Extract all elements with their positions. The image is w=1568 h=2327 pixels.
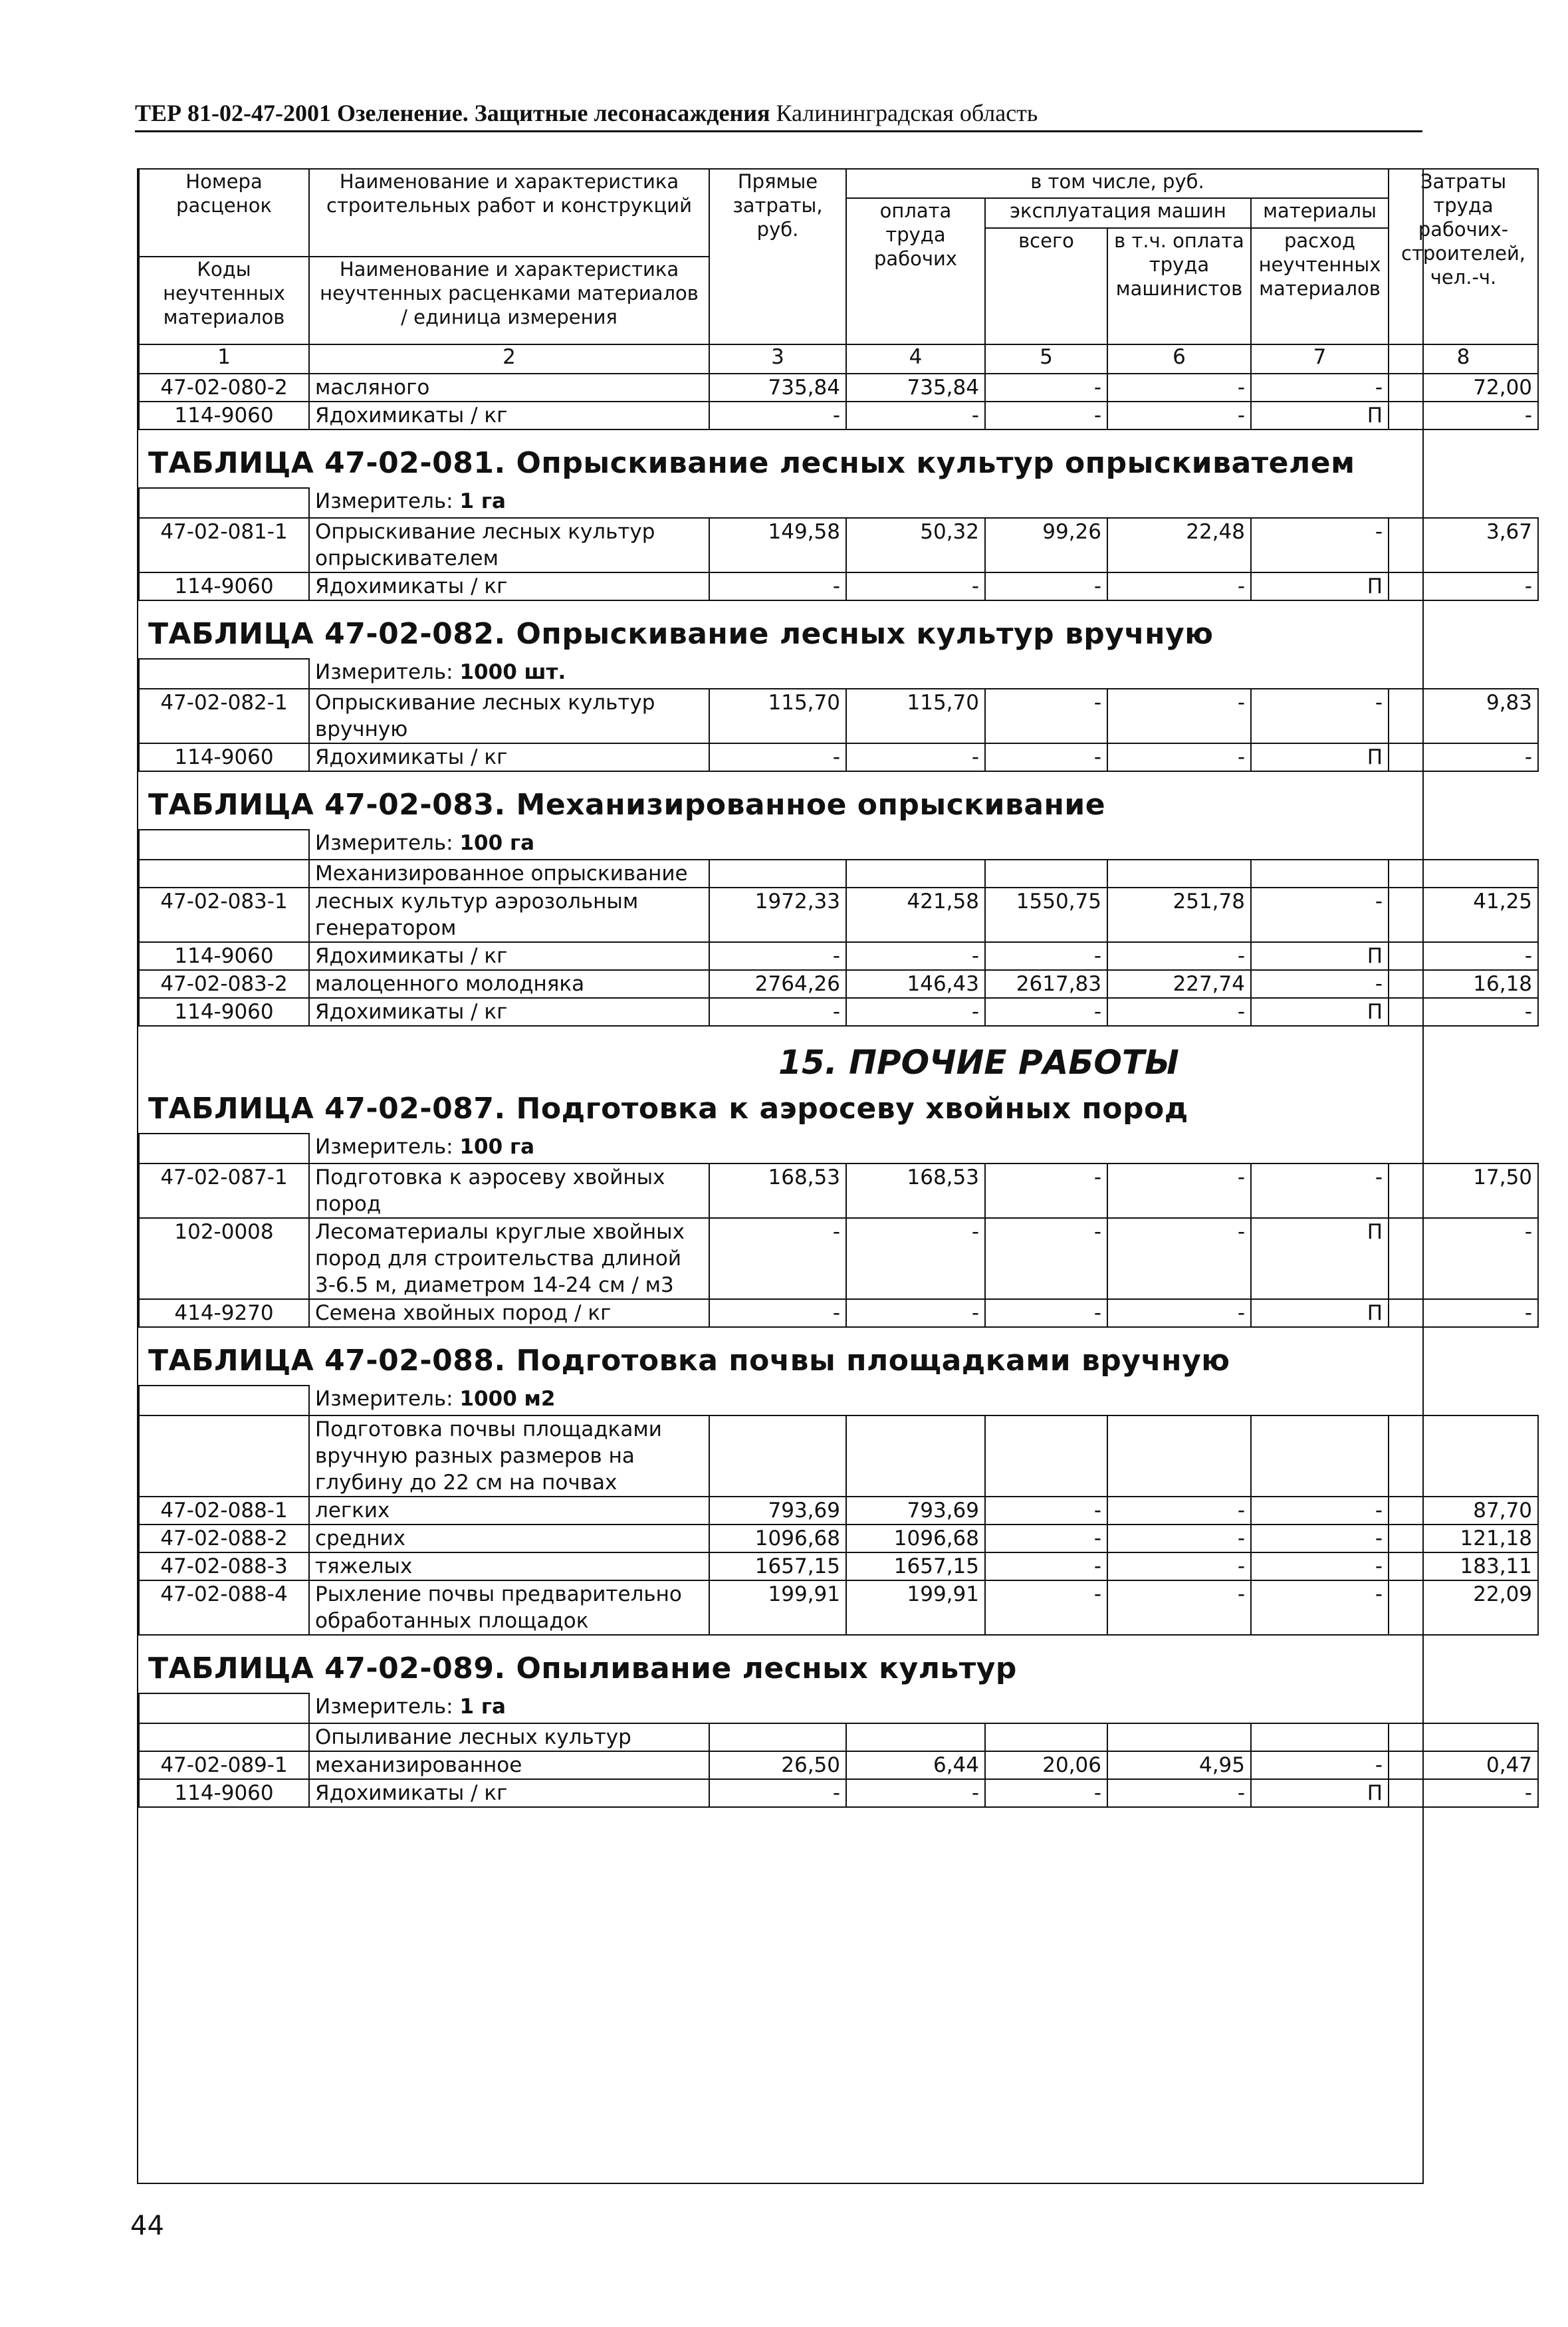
- machinist-wage: -: [1107, 1497, 1251, 1525]
- table-title: ТАБЛИЦА 47-02-088. Подготовка почвы площадками вручную: [139, 1327, 1538, 1386]
- labor-costs: -: [1389, 1779, 1538, 1807]
- direct-costs: 149,58: [709, 518, 846, 572]
- wage: -: [846, 572, 985, 600]
- work-name: масляного: [309, 374, 709, 402]
- page-number: 44: [130, 2211, 164, 2241]
- rate-sheet: [137, 168, 1533, 2184]
- column-number-row: [139, 344, 1538, 374]
- labor-costs: 16,18: [1389, 970, 1538, 998]
- wage: 1096,68: [846, 1525, 985, 1552]
- machines-total: -: [985, 942, 1107, 970]
- col-number: 3: [709, 344, 846, 374]
- rate-code: 47-02-083-1: [139, 888, 309, 942]
- machines-total: -: [985, 402, 1107, 429]
- group-name: Опыливание лесных культур: [309, 1723, 709, 1751]
- direct-costs: -: [709, 1299, 846, 1327]
- rate-code: 114-9060: [139, 743, 309, 771]
- section-title: 15. ПРОЧИЕ РАБОТЫ: [139, 1026, 1538, 1089]
- materials-consumption: -: [1251, 518, 1389, 572]
- table-row: [139, 572, 1538, 600]
- direct-costs: 199,91: [709, 1580, 846, 1635]
- rate-code: 102-0008: [139, 1218, 309, 1299]
- wage: -: [846, 998, 985, 1026]
- machinist-wage: -: [1107, 689, 1251, 743]
- rate-code: 114-9060: [139, 1779, 309, 1807]
- wage: -: [846, 743, 985, 771]
- rate-code: 414-9270: [139, 1299, 309, 1327]
- measure: [309, 1693, 1538, 1723]
- machines-total: -: [985, 1299, 1107, 1327]
- machinist-wage: 227,74: [1107, 970, 1251, 998]
- direct-costs: -: [709, 998, 846, 1026]
- machines-total: -: [985, 743, 1107, 771]
- group-row: [139, 860, 1538, 888]
- machinist-wage: -: [1107, 402, 1251, 429]
- col-number: 2: [309, 344, 709, 374]
- group-row: [139, 1723, 1538, 1751]
- rows-47-02-082: [139, 689, 1538, 771]
- materials-consumption: -: [1251, 970, 1389, 998]
- section-15: [139, 1026, 1538, 1089]
- machines-total: 2617,83: [985, 970, 1107, 998]
- table-row: [139, 1580, 1538, 1635]
- head-name-materials: Наименование и характеристика неучтенных расценками материалов / единица измерения: [309, 257, 709, 344]
- work-name: Лесоматериалы круглые хвойных пород для строительства длиной 3-6.5 м, диаметром 14-24 см / м3: [309, 1218, 709, 1299]
- work-name: Подготовка к аэросеву хвойных пород: [309, 1164, 709, 1218]
- measure-label: Измеритель:: [315, 831, 453, 855]
- head-materials: материалы: [1251, 198, 1389, 228]
- direct-costs: -: [709, 402, 846, 429]
- head-wage: оплата труда рабочих: [846, 198, 985, 344]
- wage: -: [846, 1218, 985, 1299]
- col-number: 4: [846, 344, 985, 374]
- table-row: [139, 1779, 1538, 1807]
- measure-value: 1 га: [459, 489, 506, 513]
- table-title: ТАБЛИЦА 47-02-082. Опрыскивание лесных культур вручную: [139, 600, 1538, 659]
- col-number: 7: [1251, 344, 1389, 374]
- rows-47-02-083: [139, 888, 1538, 1026]
- measure: [309, 659, 1538, 689]
- rate-code: 47-02-087-1: [139, 1164, 309, 1218]
- work-name: Опрыскивание лесных культур вручную: [309, 689, 709, 743]
- work-name: Ядохимикаты / кг: [309, 743, 709, 771]
- measure-value: 100 га: [459, 831, 535, 855]
- work-name: Ядохимикаты / кг: [309, 998, 709, 1026]
- head-name: Наименование и характеристика строительных работ и конструкций: [309, 169, 709, 257]
- labor-costs: -: [1389, 1299, 1538, 1327]
- machinist-wage: 4,95: [1107, 1751, 1251, 1779]
- work-name: средних: [309, 1525, 709, 1552]
- table-title: ТАБЛИЦА 47-02-089. Опыливание лесных культур: [139, 1635, 1538, 1693]
- labor-costs: -: [1389, 942, 1538, 970]
- head-numbers: Номера расценок: [139, 169, 309, 257]
- machinist-wage: 251,78: [1107, 888, 1251, 942]
- machinist-wage: -: [1107, 1299, 1251, 1327]
- machines-total: 1550,75: [985, 888, 1107, 942]
- rate-code: 47-02-080-2: [139, 374, 309, 402]
- materials-consumption: -: [1251, 1580, 1389, 1635]
- measure-label: Измеритель:: [315, 1695, 453, 1719]
- rows-47-02-089: [139, 1751, 1538, 1807]
- machinist-wage: -: [1107, 1552, 1251, 1580]
- table-row: [139, 689, 1538, 743]
- col-number: 6: [1107, 344, 1251, 374]
- wage: 735,84: [846, 374, 985, 402]
- work-name: Рыхление почвы предварительно обработанных площадок: [309, 1580, 709, 1635]
- wage: 421,58: [846, 888, 985, 942]
- materials-consumption: -: [1251, 689, 1389, 743]
- materials-consumption: -: [1251, 1525, 1389, 1552]
- table-47-02-081: [139, 429, 1538, 518]
- wage: 146,43: [846, 970, 985, 998]
- work-name: механизированное: [309, 1751, 709, 1779]
- direct-costs: 115,70: [709, 689, 846, 743]
- materials-consumption: П: [1251, 998, 1389, 1026]
- measure-label: Измеритель:: [315, 1387, 453, 1411]
- machinist-wage: -: [1107, 743, 1251, 771]
- machines-total: -: [985, 1552, 1107, 1580]
- table-row: [139, 942, 1538, 970]
- machines-total: -: [985, 572, 1107, 600]
- materials-consumption: П: [1251, 1779, 1389, 1807]
- materials-consumption: -: [1251, 1751, 1389, 1779]
- work-name: легких: [309, 1497, 709, 1525]
- machines-total: 20,06: [985, 1751, 1107, 1779]
- measure: [309, 488, 1538, 518]
- head-codes: Коды неучтенных материалов: [139, 257, 309, 344]
- rows-47-02-081: [139, 518, 1538, 600]
- work-name: лесных культур аэрозольным генератором: [309, 888, 709, 942]
- measure-label: Измеритель:: [315, 1135, 453, 1159]
- head-including: в том числе, руб.: [846, 169, 1389, 198]
- machines-total: -: [985, 1779, 1107, 1807]
- table-row: [139, 1164, 1538, 1218]
- rate-code: 47-02-089-1: [139, 1751, 309, 1779]
- table-47-02-088: [139, 1327, 1538, 1497]
- table-47-02-089: [139, 1635, 1538, 1751]
- work-name: Опрыскивание лесных культур опрыскивателем: [309, 518, 709, 572]
- materials-consumption: П: [1251, 1299, 1389, 1327]
- machinist-wage: -: [1107, 1779, 1251, 1807]
- table-title: ТАБЛИЦА 47-02-087. Подготовка к аэросеву хвойных пород: [148, 1092, 1188, 1126]
- materials-consumption: -: [1251, 888, 1389, 942]
- wage: 793,69: [846, 1497, 985, 1525]
- machinist-wage: -: [1107, 374, 1251, 402]
- measure: [309, 1386, 1538, 1415]
- rate-code: 47-02-088-2: [139, 1525, 309, 1552]
- running-header: [135, 98, 1422, 132]
- machinist-wage: -: [1107, 1525, 1251, 1552]
- labor-costs: -: [1389, 743, 1538, 771]
- measure: [309, 830, 1538, 860]
- direct-costs: 168,53: [709, 1164, 846, 1218]
- materials-consumption: П: [1251, 1218, 1389, 1299]
- group-name: Механизированное опрыскивание: [309, 860, 709, 888]
- direct-costs: 2764,26: [709, 970, 846, 998]
- materials-consumption: -: [1251, 1497, 1389, 1525]
- materials-consumption: -: [1251, 374, 1389, 402]
- machinist-wage: -: [1107, 998, 1251, 1026]
- col-number: 8: [1389, 344, 1538, 374]
- machines-total: -: [985, 1580, 1107, 1635]
- labor-costs: 17,50: [1389, 1164, 1538, 1218]
- materials-consumption: -: [1251, 1164, 1389, 1218]
- direct-costs: 1657,15: [709, 1552, 846, 1580]
- direct-costs: -: [709, 1218, 846, 1299]
- table-row: [139, 1525, 1538, 1552]
- wage: 115,70: [846, 689, 985, 743]
- rate-code: 47-02-088-4: [139, 1580, 309, 1635]
- wage: -: [846, 942, 985, 970]
- measure-value: 1000 м2: [459, 1387, 556, 1411]
- direct-costs: 26,50: [709, 1751, 846, 1779]
- labor-costs: -: [1389, 998, 1538, 1026]
- work-name: Ядохимикаты / кг: [309, 402, 709, 429]
- table-row: [139, 1552, 1538, 1580]
- table-row: [139, 970, 1538, 998]
- head-labor: Затраты труда рабочих-строителей, чел.-ч.: [1389, 169, 1538, 344]
- labor-costs: 0,47: [1389, 1751, 1538, 1779]
- direct-costs: -: [709, 743, 846, 771]
- table-title: ТАБЛИЦА 47-02-081. Опрыскивание лесных культур опрыскивателем: [139, 429, 1538, 488]
- rate-code: 114-9060: [139, 572, 309, 600]
- wage: 1657,15: [846, 1552, 985, 1580]
- rate-code: 114-9060: [139, 942, 309, 970]
- table-title: ТАБЛИЦА 47-02-083. Механизированное опрыскивание: [139, 771, 1538, 830]
- wage: -: [846, 1779, 985, 1807]
- group-row: [139, 1415, 1538, 1497]
- measure-label: Измеритель:: [315, 489, 453, 513]
- machinist-wage: 22,48: [1107, 518, 1251, 572]
- measure-label: Измеритель:: [315, 660, 453, 684]
- rows-47-02-088: [139, 1497, 1538, 1635]
- direct-costs: -: [709, 572, 846, 600]
- labor-costs: 121,18: [1389, 1525, 1538, 1552]
- table-row: [139, 1751, 1538, 1779]
- wage: 6,44: [846, 1751, 985, 1779]
- table-row: [139, 1218, 1538, 1299]
- rate-code: 47-02-088-1: [139, 1497, 309, 1525]
- materials-consumption: -: [1251, 1552, 1389, 1580]
- wage: 50,32: [846, 518, 985, 572]
- direct-costs: -: [709, 1779, 846, 1807]
- labor-costs: 22,09: [1389, 1580, 1538, 1635]
- machines-total: 99,26: [985, 518, 1107, 572]
- labor-costs: -: [1389, 1218, 1538, 1299]
- wage: -: [846, 1299, 985, 1327]
- wage: 168,53: [846, 1164, 985, 1218]
- machinist-wage: -: [1107, 1164, 1251, 1218]
- labor-costs: 9,83: [1389, 689, 1538, 743]
- table-47-02-087: [139, 1089, 1538, 1164]
- head-consumption: расход неучтенных материалов: [1251, 228, 1389, 344]
- table-row: [139, 998, 1538, 1026]
- rate-code: 47-02-088-3: [139, 1552, 309, 1580]
- machines-total: -: [985, 998, 1107, 1026]
- head-direct-costs: Прямые затраты, руб.: [709, 169, 846, 344]
- wage: -: [846, 402, 985, 429]
- machines-total: -: [985, 1497, 1107, 1525]
- labor-costs: 41,25: [1389, 888, 1538, 942]
- col-number: 5: [985, 344, 1107, 374]
- machines-total: -: [985, 1164, 1107, 1218]
- table-47-02-083: [139, 771, 1538, 888]
- machinist-wage: -: [1107, 942, 1251, 970]
- work-name: малоценного молодняка: [309, 970, 709, 998]
- materials-consumption: П: [1251, 402, 1389, 429]
- table-47-02-082: [139, 600, 1538, 689]
- rows-top: [139, 374, 1538, 429]
- direct-costs: 735,84: [709, 374, 846, 402]
- machinist-wage: -: [1107, 1580, 1251, 1635]
- work-name: Семена хвойных пород / кг: [309, 1299, 709, 1327]
- table-header: [139, 169, 1538, 374]
- direct-costs: -: [709, 942, 846, 970]
- machinist-wage: -: [1107, 1218, 1251, 1299]
- table-row: [139, 374, 1538, 402]
- rows-47-02-087: [139, 1164, 1538, 1327]
- measure-value: 1 га: [459, 1695, 506, 1719]
- work-name: Ядохимикаты / кг: [309, 942, 709, 970]
- labor-costs: 87,70: [1389, 1497, 1538, 1525]
- machinist-wage: -: [1107, 572, 1251, 600]
- table-row: [139, 1299, 1538, 1327]
- head-machines: эксплуатация машин: [985, 198, 1251, 228]
- head-machinist-wage: в т.ч. оплата труда машинистов: [1107, 228, 1251, 344]
- direct-costs: 1972,33: [709, 888, 846, 942]
- machines-total: -: [985, 689, 1107, 743]
- rate-code: 47-02-083-2: [139, 970, 309, 998]
- direct-costs: 793,69: [709, 1497, 846, 1525]
- measure: [309, 1134, 1538, 1164]
- measure-value: 100 га: [459, 1135, 535, 1159]
- labor-costs: 183,11: [1389, 1552, 1538, 1580]
- rates-table: [138, 168, 1539, 1808]
- labor-costs: 72,00: [1389, 374, 1538, 402]
- machines-total: -: [985, 1525, 1107, 1552]
- labor-costs: 3,67: [1389, 518, 1538, 572]
- labor-costs: -: [1389, 572, 1538, 600]
- materials-consumption: П: [1251, 942, 1389, 970]
- col-number: 1: [139, 344, 309, 374]
- table-row: [139, 402, 1538, 429]
- machines-total: -: [985, 1218, 1107, 1299]
- machines-total: -: [985, 374, 1107, 402]
- measure-value: 1000 шт.: [459, 660, 566, 684]
- materials-consumption: П: [1251, 572, 1389, 600]
- group-name: Подготовка почвы площадками вручную разных размеров на глубину до 22 см на почвах: [309, 1415, 709, 1497]
- direct-costs: 1096,68: [709, 1525, 846, 1552]
- head-machines-total: всего: [985, 228, 1107, 344]
- table-row: [139, 888, 1538, 942]
- work-name: Ядохимикаты / кг: [309, 572, 709, 600]
- header-region: Калининградская область: [776, 100, 1038, 126]
- rate-code: 47-02-082-1: [139, 689, 309, 743]
- table-row: [139, 743, 1538, 771]
- rate-code: 114-9060: [139, 998, 309, 1026]
- table-row: [139, 518, 1538, 572]
- table-row: [139, 1497, 1538, 1525]
- header-code-title: ТЕР 81-02-47-2001 Озеленение. Защитные лесонасаждения: [135, 100, 770, 126]
- work-name: Ядохимикаты / кг: [309, 1779, 709, 1807]
- rate-code: 114-9060: [139, 402, 309, 429]
- work-name: тяжелых: [309, 1552, 709, 1580]
- wage: 199,91: [846, 1580, 985, 1635]
- materials-consumption: П: [1251, 743, 1389, 771]
- labor-costs: -: [1389, 402, 1538, 429]
- rate-code: 47-02-081-1: [139, 518, 309, 572]
